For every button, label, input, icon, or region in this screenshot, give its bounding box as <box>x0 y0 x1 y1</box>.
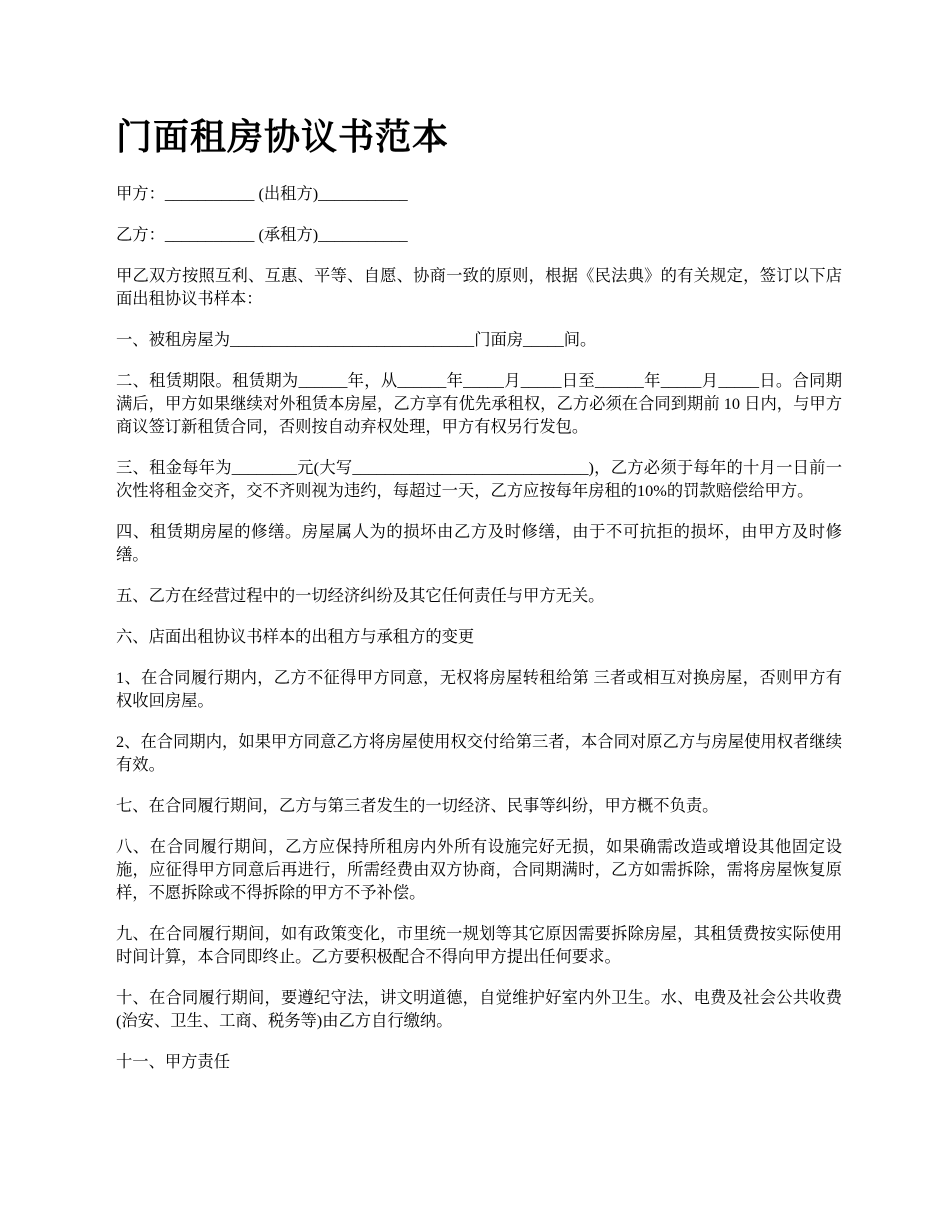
document-page <box>116 112 842 1091</box>
clause-7: 七、在合同履行期间，乙方与第三者发生的一切经济、民事等纠纷，甲方概不负责。 <box>116 796 719 815</box>
document-title: 门面租房协议书范本 <box>116 116 450 158</box>
clause-11-heading: 十一、甲方责任 <box>116 1052 230 1071</box>
clause-5: 五、乙方在经营过程中的一切经济纠纷及其它任何责任与甲方无关。 <box>116 586 605 605</box>
preamble-paragraph: 甲乙双方按照互利、互惠、平等、自愿、协商一致的原则，根据《民法典》的有关规定，签订以下店面出租协议书样本： <box>116 266 842 308</box>
party-b-line: 乙方：___________ (承租方)___________ <box>116 225 408 244</box>
clause-8: 八、在合同履行期间，乙方应保持所租房内外所有设施完好无损，如果确需改造或增设其他固定设施，应征得甲方同意后再进行，所需经费由双方协商，合同期满时，乙方如需拆除，需将房屋恢复原样，不愿拆除或不得拆除的甲方不予补偿。 <box>116 837 842 902</box>
party-a-line: 甲方：___________ (出租方)___________ <box>116 184 408 203</box>
clause-6-item-2: 2、在合同期内，如果甲方同意乙方将房屋使用权交付给第三者，本合同对原乙方与房屋使用权者继续有效。 <box>116 732 842 774</box>
clause-10: 十、在合同履行期间，要遵纪守法，讲文明道德，自觉维护好室内外卫生。水、电费及社会公共收费(治安、卫生、工商、税务等)由乙方自行缴纳。 <box>116 988 842 1030</box>
clause-3: 三、租金每年为________元(大写_____________________________)，乙方必须于每年的十月一日前一次性将租金交齐，交不齐则视为违约，每超过一天，乙方应按每年房租的10%的罚款赔偿给甲方。 <box>116 458 842 500</box>
clause-2: 二、租赁期限。租赁期为______年，从______年_____月_____日至______年_____月_____日。合同期满后，甲方如果继续对外租赁本房屋，乙方享有优先承租权，乙方必须在合同到期前 10 日内，与甲方商议签订新租赁合同，否则按自动弃权处理，甲方有权另行发包。 <box>116 371 842 436</box>
clause-6-heading: 六、店面出租协议书样本的出租方与承租方的变更 <box>116 627 475 646</box>
clause-1: 一、被租房屋为______________________________门面房_____间。 <box>116 330 597 349</box>
clause-6-item-1: 1、在合同履行期内，乙方不征得甲方同意，无权将房屋转租给第 三者或相互对换房屋，否则甲方有权收回房屋。 <box>116 668 842 710</box>
clause-4: 四、租赁期房屋的修缮。房屋属人为的损坏由乙方及时修缮，由于不可抗拒的损坏，由甲方及时修缮。 <box>116 522 842 564</box>
clause-9: 九、在合同履行期间，如有政策变化，市里统一规划等其它原因需要拆除房屋，其租赁费按实际使用时间计算，本合同即终止。乙方要积极配合不得向甲方提出任何要求。 <box>116 924 842 966</box>
